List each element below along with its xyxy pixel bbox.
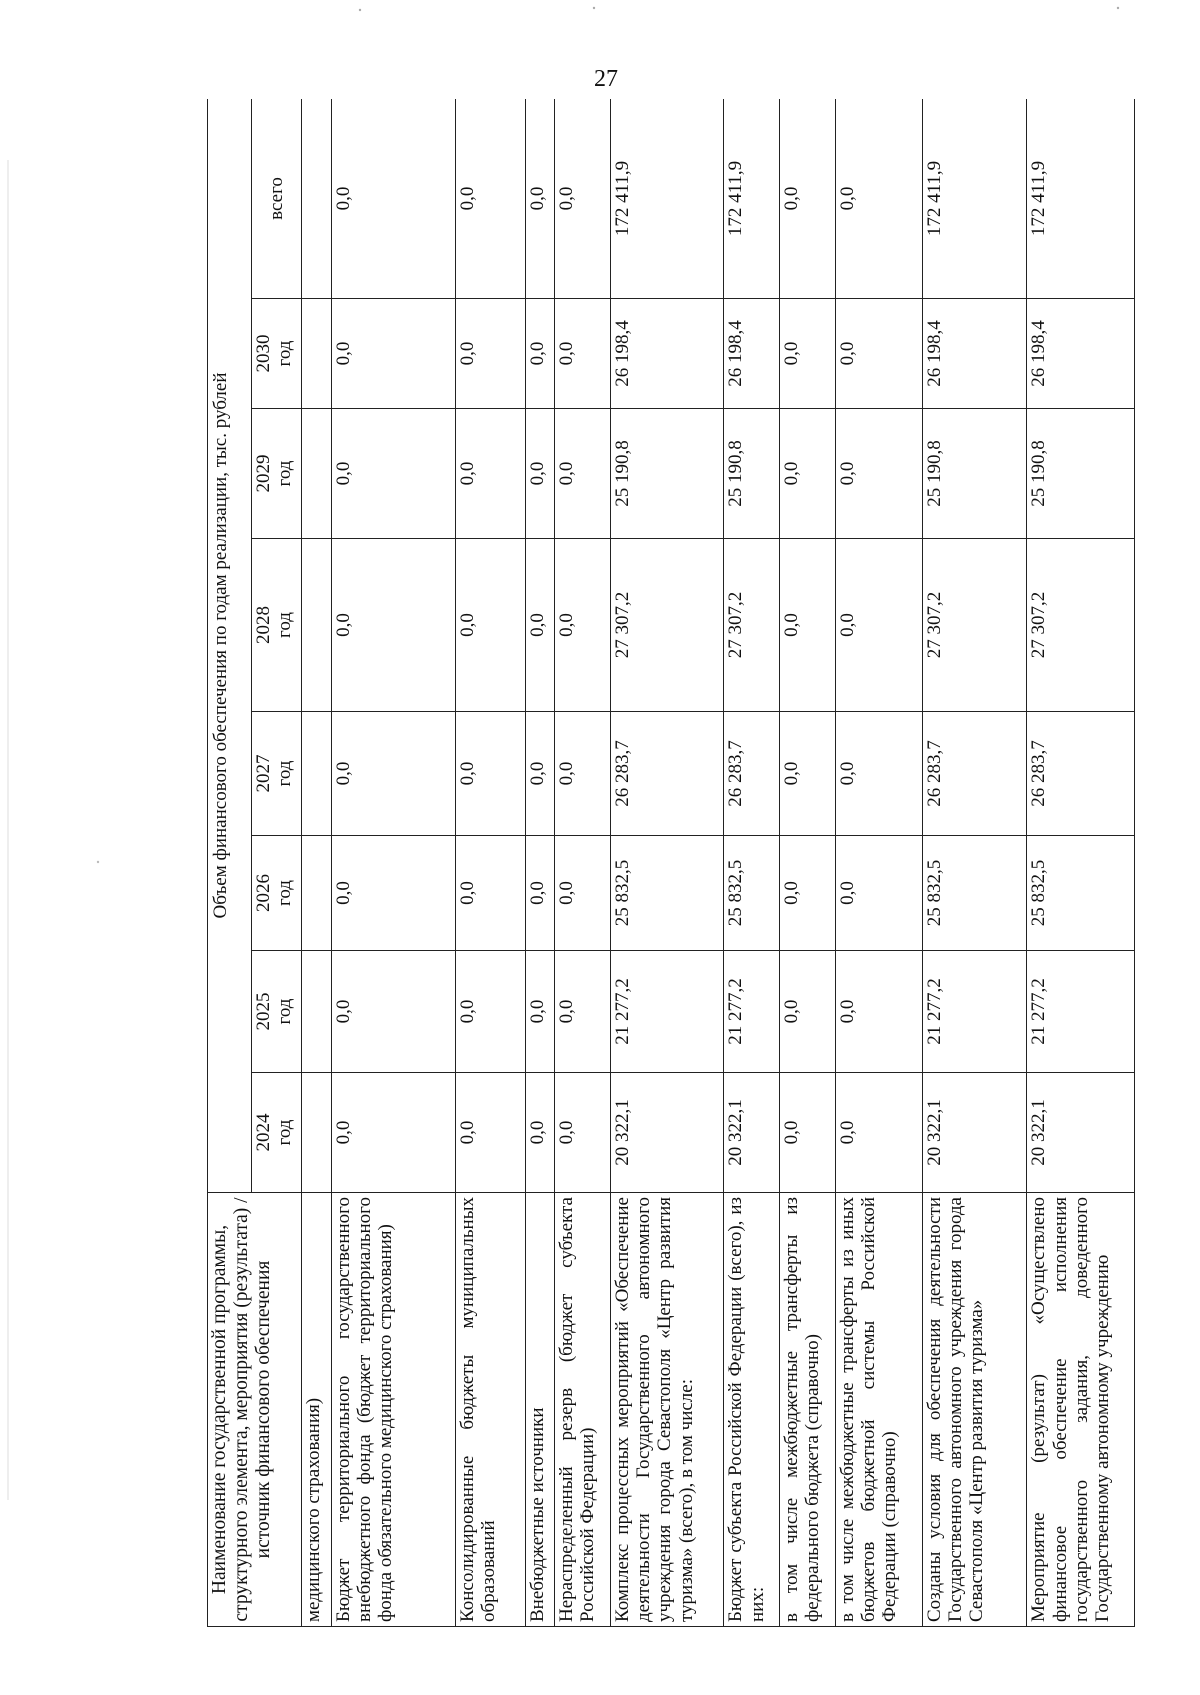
row-name-cell: Консолидированные бюджеты муниципальных образований	[456, 1193, 526, 1627]
row-year-value-cell: 26 198,4	[1027, 299, 1135, 409]
row-year-value-cell: 0,0	[835, 299, 922, 409]
row-total-cell: 0,0	[331, 99, 455, 299]
header-year-2024: 2024 год	[252, 1073, 302, 1193]
row-name-cell: Бюджет территориального государственного внебюджетного фонда (бюджет территориального фонда обязательного медицинского страхования)	[331, 1193, 455, 1627]
row-year-value-cell: 0,0	[331, 539, 455, 712]
row-year-value-cell: 0,0	[779, 951, 835, 1073]
row-year-value-cell: 0,0	[525, 1073, 555, 1193]
row-year-value-cell: 0,0	[456, 299, 526, 409]
row-year-value-cell: 0,0	[835, 951, 922, 1073]
row-year-value-cell: 0,0	[555, 299, 611, 409]
row-year-value-cell: 26 283,7	[610, 712, 723, 836]
row-year-value-cell: 20 322,1	[724, 1073, 780, 1193]
row-name-cell: в том числе межбюджетные трансферты из иных бюджетов бюджетной системы Российской Федерации (справочно)	[835, 1193, 922, 1627]
row-year-value-cell: 0,0	[525, 951, 555, 1073]
row-year-value-cell	[302, 299, 332, 409]
row-year-value-cell: 0,0	[835, 712, 922, 836]
table-row	[779, 99, 835, 1627]
row-year-value-cell: 21 277,2	[1027, 951, 1135, 1073]
header-year-2025: 2025 год	[252, 951, 302, 1073]
row-year-value-cell: 25 832,5	[724, 836, 780, 951]
row-year-value-cell: 26 283,7	[1027, 712, 1135, 836]
row-year-value-cell: 0,0	[779, 712, 835, 836]
row-year-value-cell: 27 307,2	[1027, 539, 1135, 712]
row-year-value-cell: 0,0	[835, 1073, 922, 1193]
row-total-cell: 0,0	[555, 99, 611, 299]
row-year-value-cell: 25 190,8	[724, 409, 780, 539]
header-total: всего	[252, 99, 302, 299]
table-row	[555, 99, 611, 1627]
row-year-value-cell: 0,0	[555, 951, 611, 1073]
row-year-value-cell: 26 198,4	[610, 299, 723, 409]
row-year-value-cell: 0,0	[525, 409, 555, 539]
row-year-value-cell	[302, 951, 332, 1073]
row-year-value-cell: 26 198,4	[724, 299, 780, 409]
row-year-value-cell: 26 283,7	[724, 712, 780, 836]
row-year-value-cell: 0,0	[835, 409, 922, 539]
row-year-value-cell: 21 277,2	[922, 951, 1027, 1073]
row-year-value-cell: 0,0	[456, 836, 526, 951]
row-year-value-cell	[302, 539, 332, 712]
row-total-cell: 0,0	[456, 99, 526, 299]
row-total-cell: 0,0	[779, 99, 835, 299]
row-name-cell: Внебюджетные источники	[525, 1193, 555, 1627]
table-row	[525, 99, 555, 1627]
row-total-cell: 172 411,9	[922, 99, 1027, 299]
row-year-value-cell: 21 277,2	[724, 951, 780, 1073]
row-year-value-cell: 27 307,2	[724, 539, 780, 712]
row-total-cell: 0,0	[525, 99, 555, 299]
row-name-cell: Комплекс процессных мероприятий «Обеспечение деятельности Государственного автономного учреждения города Севастополя «Центр развития туризма» (всего), в том числе:	[610, 1193, 723, 1627]
row-year-value-cell: 26 198,4	[922, 299, 1027, 409]
table-row	[302, 99, 332, 1627]
table-row	[835, 99, 922, 1627]
row-year-value-cell: 27 307,2	[922, 539, 1027, 712]
row-total-cell: 172 411,9	[1027, 99, 1135, 299]
row-year-value-cell: 0,0	[779, 409, 835, 539]
row-year-value-cell: 25 190,8	[922, 409, 1027, 539]
row-year-value-cell: 0,0	[456, 409, 526, 539]
row-year-value-cell: 0,0	[835, 836, 922, 951]
row-name-cell: Бюджет субъекта Российской Федерации (всего), из них:	[724, 1193, 780, 1627]
row-year-value-cell: 0,0	[779, 1073, 835, 1193]
row-year-value-cell: 0,0	[555, 539, 611, 712]
row-year-value-cell	[302, 836, 332, 951]
row-year-value-cell	[302, 712, 332, 836]
table-row	[724, 99, 780, 1627]
row-year-value-cell: 0,0	[555, 1073, 611, 1193]
row-year-value-cell: 0,0	[555, 409, 611, 539]
row-year-value-cell: 0,0	[525, 299, 555, 409]
row-name-cell: Мероприятие (результат) «Осуществлено финансовое обеспечение исполнения государственного задания, доведенного Государственному автономному учреждению	[1027, 1193, 1135, 1627]
row-year-value-cell: 20 322,1	[922, 1073, 1027, 1193]
table-row	[1027, 99, 1135, 1627]
row-year-value-cell: 25 832,5	[922, 836, 1027, 951]
row-year-value-cell: 0,0	[331, 299, 455, 409]
header-year-2026: 2026 год	[252, 836, 302, 951]
row-year-value-cell: 0,0	[331, 409, 455, 539]
row-total-cell: 172 411,9	[724, 99, 780, 299]
row-year-value-cell: 20 322,1	[1027, 1073, 1135, 1193]
rotated-table-container	[207, 99, 1135, 1627]
table-row	[331, 99, 455, 1627]
row-year-value-cell: 0,0	[779, 299, 835, 409]
row-year-value-cell: 25 832,5	[1027, 836, 1135, 951]
row-year-value-cell: 0,0	[525, 712, 555, 836]
row-name-cell: Созданы условия для обеспечения деятельности Государственного автономного учреждения города Севастополя «Центр развития туризма»	[922, 1193, 1027, 1627]
page-number: 27	[594, 66, 618, 92]
row-year-value-cell: 25 832,5	[610, 836, 723, 951]
row-year-value-cell: 0,0	[779, 836, 835, 951]
row-year-value-cell	[302, 409, 332, 539]
financing-table-frame	[207, 99, 1135, 1627]
header-year-2029: 2029 год	[252, 409, 302, 539]
row-year-value-cell: 20 322,1	[610, 1073, 723, 1193]
table-row	[922, 99, 1027, 1627]
row-year-value-cell: 0,0	[456, 951, 526, 1073]
row-year-value-cell: 26 283,7	[922, 712, 1027, 836]
row-year-value-cell: 21 277,2	[610, 951, 723, 1073]
header-volume-title: Объем финансового обеспечения по годам реализации, тыс. рублей	[208, 99, 252, 1193]
row-year-value-cell: 25 190,8	[1027, 409, 1135, 539]
row-year-value-cell: 0,0	[331, 836, 455, 951]
row-year-value-cell: 0,0	[456, 539, 526, 712]
row-year-value-cell: 0,0	[555, 712, 611, 836]
row-year-value-cell: 0,0	[331, 712, 455, 836]
table-row	[456, 99, 526, 1627]
row-year-value-cell: 0,0	[331, 951, 455, 1073]
header-year-2028: 2028 год	[252, 539, 302, 712]
row-year-value-cell: 0,0	[456, 712, 526, 836]
row-year-value-cell: 0,0	[456, 1073, 526, 1193]
financing-table	[207, 99, 1135, 1627]
table-row	[610, 99, 723, 1627]
row-year-value-cell: 0,0	[779, 539, 835, 712]
header-name-column: Наименование государственной программы, структурного элемента, мероприятия (результата) / источник финансового обеспечения	[208, 1193, 302, 1627]
row-year-value-cell: 27 307,2	[610, 539, 723, 712]
row-year-value-cell: 0,0	[555, 836, 611, 951]
row-year-value-cell: 25 190,8	[610, 409, 723, 539]
header-year-2030: 2030 год	[252, 299, 302, 409]
header-year-2027: 2027 год	[252, 712, 302, 836]
row-total-cell	[302, 99, 332, 299]
row-year-value-cell: 0,0	[525, 539, 555, 712]
row-year-value-cell: 0,0	[331, 1073, 455, 1193]
row-total-cell: 0,0	[835, 99, 922, 299]
row-year-value-cell: 0,0	[525, 836, 555, 951]
row-name-cell: медицинского страхования)	[302, 1193, 332, 1627]
row-year-value-cell	[302, 1073, 332, 1193]
row-total-cell: 172 411,9	[610, 99, 723, 299]
row-name-cell: в том числе межбюджетные трансферты из федерального бюджета (справочно)	[779, 1193, 835, 1627]
row-name-cell: Нераспределенный резерв (бюджет субъекта Российской Федерации)	[555, 1193, 611, 1627]
row-year-value-cell: 0,0	[835, 539, 922, 712]
